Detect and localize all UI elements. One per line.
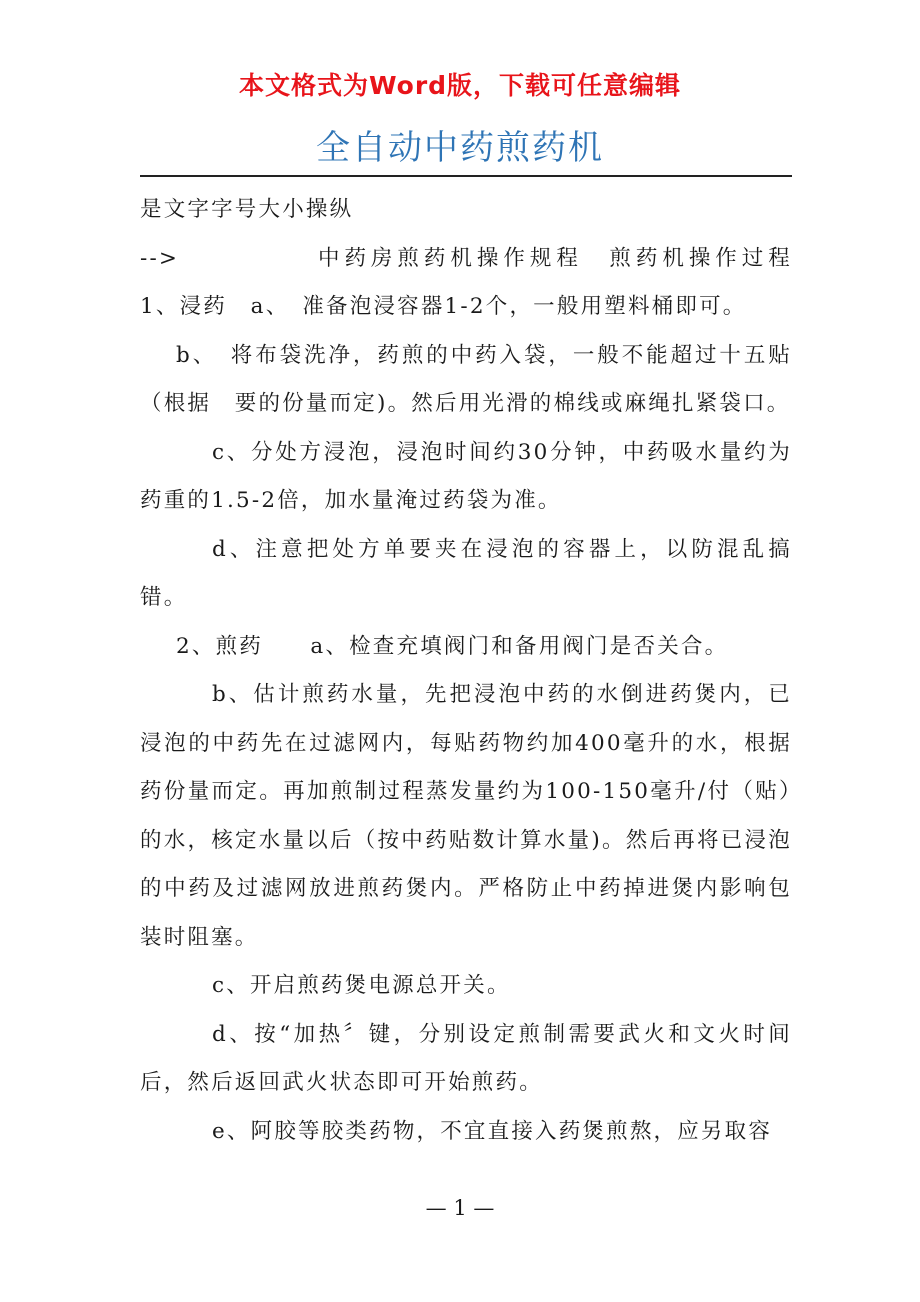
paragraph-step-2c: c、开启煎药煲电源总开关。 (212, 973, 511, 998)
paragraph-step-1b: b、 将布袋洗净，药煎的中药入袋，一般不能超过十五贴（根据 要的份量而定)。然后用光滑的棉线或麻绳扎紧袋口。 (140, 342, 792, 416)
paragraph-step-2d: d、按“加热〞键，分别设定煎制需要武火和文火时间后，然后返回武火状态即可开始煎药。 (140, 1021, 792, 1095)
paragraph-intro: 是文字字号大小操纵 (140, 197, 354, 222)
paragraph-step-1c: c、分处方浸泡，浸泡时间约30分钟，中药吸水量约为药重的1.5-2倍，加水量淹过药袋为准。 (140, 439, 792, 513)
document-body (140, 186, 816, 1156)
paragraph-procedure-text: 中药房煎药机操作规程 煎药机操作过程 1、浸药 a、 准备泡浸容器1-2个，一般用塑料桶即可。 (140, 245, 816, 319)
paragraph-step-2a: 2、煎药 a、检查充填阀门和备用阀门是否关合。 (176, 633, 729, 659)
paragraph-step-2e: e、阿胶等胶类药物，不宜直接入药煲煎熬，应另取容 (212, 1118, 773, 1144)
header-divider (140, 175, 792, 177)
page-number: — 1 — (425, 1196, 495, 1220)
document-title: 全自动中药煎药机 (316, 128, 604, 168)
format-notice-banner: 本文格式为Word版，下载可任意编辑 (238, 71, 682, 100)
arrow-marker: --> (140, 245, 180, 271)
paragraph-procedure-overview (140, 235, 816, 332)
paragraph-step-2b: b、估计煎药水量，先把浸泡中药的水倒进药煲内，已浸泡的中药先在过滤网内，每贴药物约加400毫升的水，根据药份量而定。再加煎制过程蒸发量约为100-150毫升/付（贴）的水，核定水量以后（按中药贴数计算水量)。然后再将已浸泡的中药及过滤网放进煎药煲内。严格防止中药掉进煲内影响包装时阻塞。 (140, 682, 792, 950)
paragraph-step-1d: d、注意把处方单要夹在浸泡的容器上，以防混乱搞错。 (140, 536, 792, 610)
